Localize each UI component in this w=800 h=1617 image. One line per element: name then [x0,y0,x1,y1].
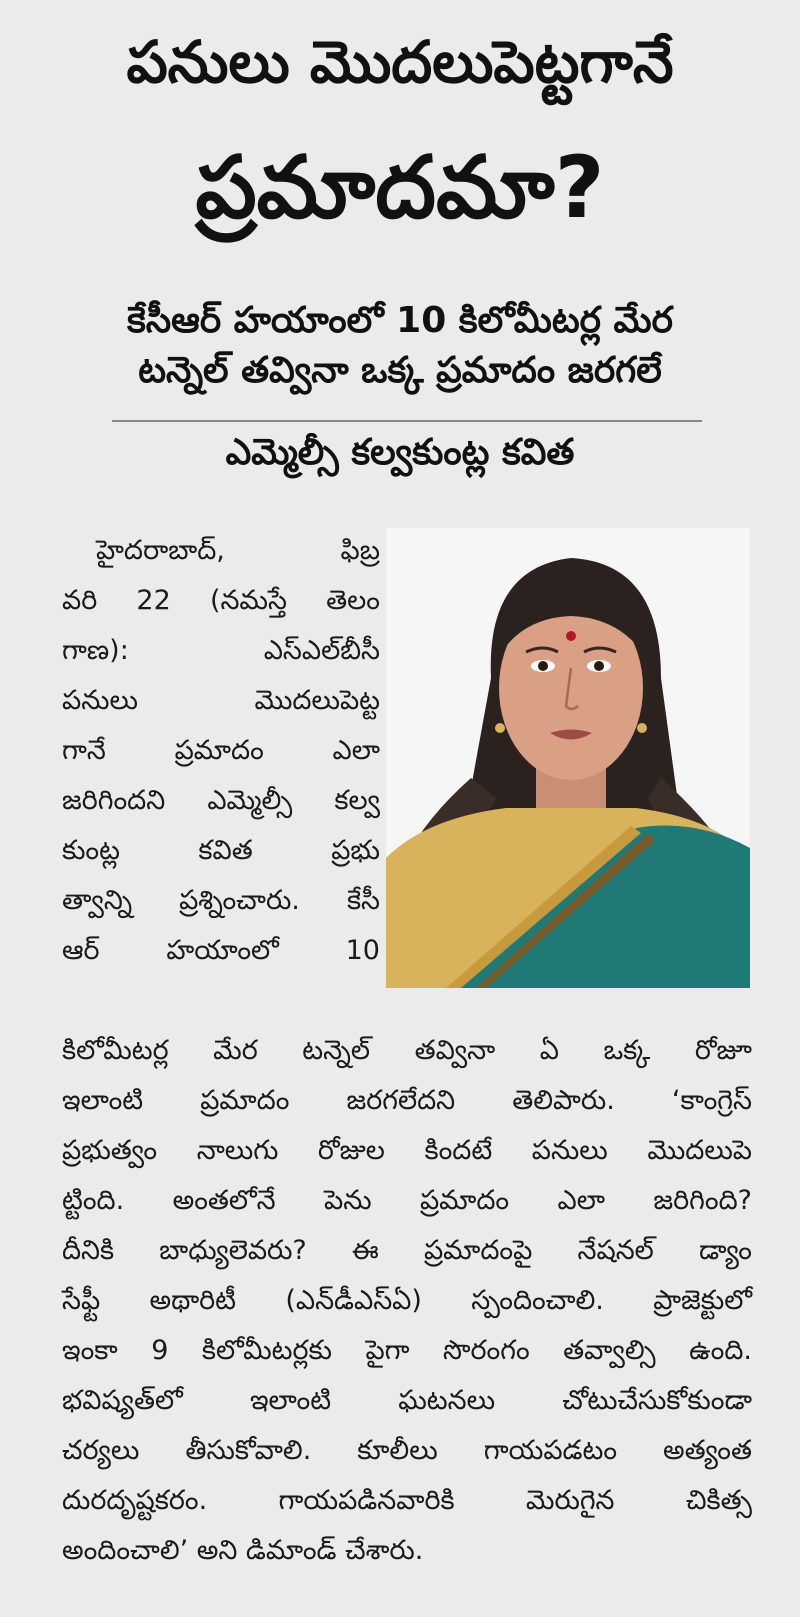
portrait-illustration [386,528,750,988]
body-line: దురదృష్టకరం. గాయపడినవారికి మెరుగైన చికిత్స [62,1485,752,1516]
body-line: చర్యలు తీసుకోవాలి. కూలీలు గాయపడటం అత్యంత [62,1435,752,1466]
body-line: జరిగిందని ఎమ్మెల్సీ కల్వ [62,785,380,816]
body-line: వరి 22 (నమస్తే తెలం [62,585,380,616]
body-line: కుంట్ల కవిత ప్రభు [62,835,380,866]
body-line: ఇలాంటి ప్రమాదం జరగలేదని తెలిపారు. ‘కాంగ్రెస్ [62,1085,752,1116]
body-line: పనులు మొదలుపెట్ట [62,685,380,716]
body-line: గాణ): ఎస్ఎల్‌బీసీ [62,635,380,666]
body-line: త్వాన్ని ప్రశ్నించారు. కేసీ [62,885,380,916]
body-line: కిలోమీటర్ల మేర టన్నెల్ తవ్వినా ఏ ఒక్క రోజూ [62,1035,752,1066]
body-line: అందించాలి’ అని డిమాండ్ చేశారు. [62,1535,424,1566]
headline-line-1: పనులు మొదలుపెట్టగానే [126,28,674,96]
body-line: ట్టింది. అంతలోనే పెను ప్రమాదం ఎలా జరిగింది? [62,1185,752,1216]
body-line: సేఫ్టీ అథారిటీ (ఎన్‌డీఎస్‌ఏ) స్పందించాలి. ప్రాజెక్టులో [62,1285,752,1316]
body-line: ప్రభుత్వం నాలుగు రోజుల కిందటే పనులు మొదలుపె [62,1135,752,1166]
article-body-wide-column [62,1026,752,1576]
byline: ఎమ్మెల్సీ కల్వకుంట్ల కవిత [225,432,575,473]
headline-line-2: ప్రమాదమా? [195,138,605,238]
body-line: హైదరాబాద్, ఫిబ్ర [96,535,380,566]
subheadline-line-1: కేసీఆర్ హయాంలో 10 కిలోమీటర్ల మేర [127,300,673,341]
article-body-narrow-column [62,526,380,976]
body-line: గానే ప్రమాదం ఎలా [62,735,380,766]
body-line: దీనికి బాధ్యులెవరు? ఈ ప్రమాదంపై నేషనల్ డ్యాం [62,1235,752,1266]
subheadline-line-2: టన్నెల్ తవ్వినా ఒక్క ప్రమాదం జరగలే [138,350,662,391]
portrait-photo [386,528,750,988]
body-line: ఆర్ హయాంలో 10 [62,935,380,966]
body-line: ఇంకా 9 కిలోమీటర్లకు పైగా సొరంగం తవ్వాల్సి ఉంది. [62,1335,752,1366]
divider-rule [112,420,702,422]
body-line: భవిష్యత్‌లో ఇలాంటి ఘటనలు చోటుచేసుకోకుండా [62,1385,752,1416]
